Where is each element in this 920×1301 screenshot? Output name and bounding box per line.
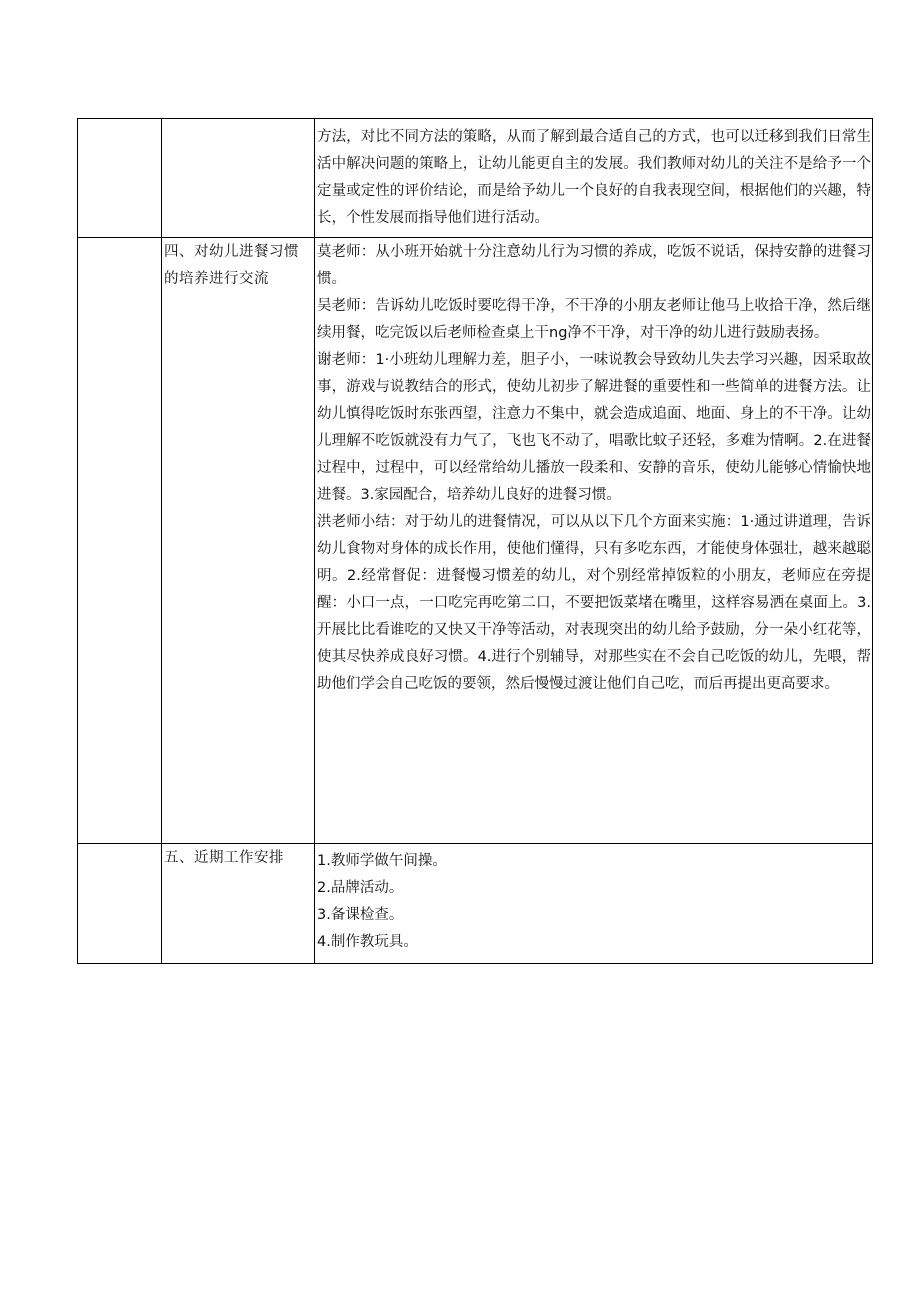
section-five-label: 五、近期工作安排 xyxy=(164,850,284,866)
table-row xyxy=(78,844,873,964)
list-item: 1.教师学做午间操。 xyxy=(317,853,447,869)
empty-cell xyxy=(162,119,315,238)
content-cell xyxy=(315,119,873,238)
teacher-wu-paragraph: 吴老师：告诉幼儿吃饭时要吃得干净，不干净的小朋友老师让他马上收拾干净，然后继续用餐，吃完饭以后老师检查桌上干ng净不干净，对干净的幼儿进行鼓励表扬。 xyxy=(317,298,871,341)
empty-cell xyxy=(78,238,162,844)
list-item: 4.制作教玩具。 xyxy=(317,934,418,950)
empty-cell xyxy=(78,844,162,964)
meeting-record-table xyxy=(77,118,873,964)
section-label-cell xyxy=(162,238,315,844)
teacher-hong-summary: 洪老师小结：对于幼儿的进餐情况，可以从以下几个方面来实施：1·通过讲道理，告诉幼儿食物对身体的成长作用，使他们懂得，只有多吃东西，才能使身体强壮，越来越聪明。2.经常督促：进餐慢习惯差的幼儿，对个别经常掉饭粒的小朋友，老师应在旁提醒：小口一点，一口吃完再吃第二口，不要把饭菜堵在嘴里，这样容易洒在桌面上。3.开展比比看谁吃的又快又干净等活动，对表现突出的幼儿给予鼓励，分一朵小红花等，使其尽快养成良好习惯。4.进行个别辅导，对那些实在不会自己吃饭的幼儿，先喂，帮助他们学会自己吃饭的要领，然后慢慢过渡让他们自己吃，而后再提出更高要求。 xyxy=(317,514,871,692)
section-four-label: 四、对幼儿进餐习惯的培养进行交流 xyxy=(164,244,299,287)
content-cell xyxy=(315,844,873,964)
teacher-mo-paragraph: 莫老师：从小班开始就十分注意幼儿行为习惯的养成，吃饭不说话，保持安静的进餐习惯。 xyxy=(317,244,871,287)
teacher-xie-paragraph: 谢老师：1·小班幼儿理解力差，胆子小，一味说教会导致幼儿失去学习兴趣，因采取故事，游戏与说教结合的形式，使幼儿初步了解进餐的重要性和一些简单的进餐方法。让幼儿慎得吃饭时东张西望，注意力不集中，就会造成追面、地面、身上的不干净。让幼儿理解不吃饭就没有力气了，飞也飞不动了，唱歌比蚊子还轻，多难为情啊。2.在进餐过程中，过程中，可以经常给幼儿播放一段柔和、安静的音乐，使幼儿能够心情愉快地进餐。3.家园配合，培养幼儿良好的进餐习惯。 xyxy=(317,352,871,503)
list-item: 3.备课检查。 xyxy=(317,907,404,923)
table-row xyxy=(78,238,873,844)
table-row xyxy=(78,119,873,238)
list-item: 2.品牌活动。 xyxy=(317,880,404,896)
empty-cell xyxy=(78,119,162,238)
section-label-cell xyxy=(162,844,315,964)
continued-paragraph: 方法，对比不同方法的策略，从而了解到最合适自己的方式，也可以迁移到我们日常生活中解决问题的策略上，让幼儿能更自主的发展。我们教师对幼儿的关注不是给予一个定量或定性的评价结论，而是给予幼儿一个良好的自我表现空间，根据他们的兴趣，特长，个性发展而指导他们进行活动。 xyxy=(317,129,871,226)
content-cell xyxy=(315,238,873,844)
